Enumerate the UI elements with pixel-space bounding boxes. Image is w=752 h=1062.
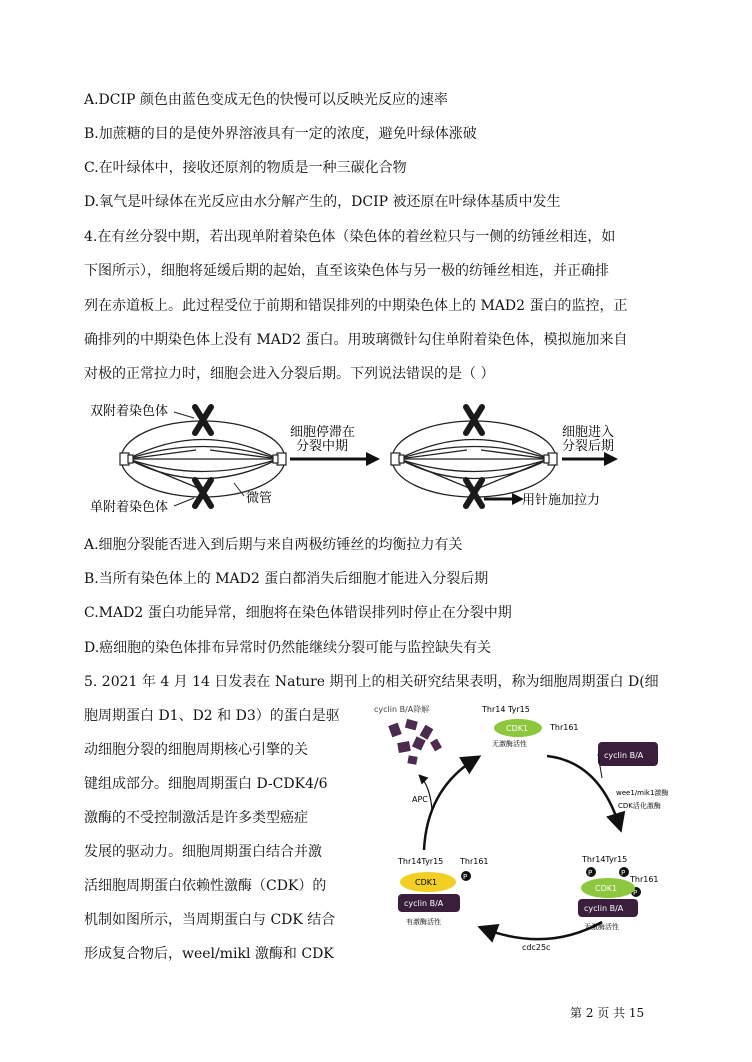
phosphate-label: P <box>633 889 638 897</box>
q4-option-d: D.癌细胞的染色体排布异常时仍然能继续分裂可能与监控缺失有关 <box>84 640 492 656</box>
q5-text-line: 活细胞周期蛋白依赖性激酶（CDK）的 <box>84 878 327 894</box>
q5-first-line: 5. 2021 年 4 月 14 日发表在 Nature 期刊上的相关研究结果表明，称为细胞周期蛋白 D(细 <box>84 674 659 690</box>
q4-stem-line: 确排列的中期染色体上没有 MAD2 蛋白。用玻璃微针勾住单附着染色体，模拟施加来自 <box>84 332 628 348</box>
arrow2-label-bottom: 分裂后期 <box>562 439 615 454</box>
q5-text-line: 胞周期蛋白 D1、D2 和 D3）的蛋白是驱 <box>84 708 340 724</box>
phosphate-label: P <box>588 869 593 877</box>
cyclin-free-label: cyclin B/A <box>604 751 644 760</box>
arrow1-label-top: 细胞停滞在 <box>290 425 356 440</box>
arrow1-head <box>366 452 380 466</box>
page-number: 第 2 页 共 15 <box>570 1006 645 1020</box>
pointer-line <box>174 498 194 506</box>
label-needle-force: 用针施加拉力 <box>522 493 601 508</box>
q4-option-b: B.当所有染色体上的 MAD2 蛋白都消失后细胞才能进入分裂后期 <box>84 571 489 587</box>
cyclin-br-label: cyclin B/A <box>584 904 624 913</box>
bl-thr161-label: Thr161 <box>460 857 489 866</box>
label-single-chromosome: 单附着染色体 <box>90 500 169 515</box>
cyclin-fragments <box>388 719 442 765</box>
arrow1-label-bottom: 分裂中期 <box>296 439 349 454</box>
top-site-label: Thr14 Tyr15 <box>482 705 530 714</box>
q4-option-a: A.细胞分裂能否进入到后期与来自两极纺锤丝的均衡拉力有关 <box>84 537 463 553</box>
q5-text-line: 机制如图所示，当周期蛋白与 CDK 结合 <box>84 912 336 928</box>
spindle-figure <box>84 398 624 522</box>
q4-stem-line: 列在赤道板上。此过程受位于前期和错误排列的中期染色体上的 MAD2 蛋白的监控，正 <box>84 298 628 314</box>
chromosome-single <box>195 480 211 506</box>
top-thr161-label: Thr161 <box>550 723 579 732</box>
enzyme-wee1: wee1/mik1激酶 <box>616 789 669 797</box>
cyclin-bl-label: cyclin B/A <box>404 899 444 908</box>
q3-option-b: B.加蔗糖的目的是使外界溶液具有一定的浓度，避免叶绿体涨破 <box>84 126 477 142</box>
cdk1-br-label: CDK1 <box>595 884 618 893</box>
label-microtubule: 微管 <box>246 491 273 506</box>
q5-text-line: 发展的驱动力。细胞周期蛋白结合并激 <box>84 844 322 860</box>
br-site-label: Thr14Tyr15 <box>582 855 628 864</box>
q5-text-line: 动细胞分裂的细胞周期核心引擎的关 <box>84 742 308 758</box>
label-degradation: cyclin B/A降解 <box>374 705 430 714</box>
q5-text-line: 键组成部分。细胞周期蛋白 D-CDK4/6 <box>84 776 328 792</box>
arrow2-head <box>604 452 618 466</box>
enzyme-cdc25c: cdc25c <box>522 943 551 952</box>
q3-option-d: D.氧气是叶绿体在光反应由水分解产生的，DCIP 被还原在叶绿体基质中发生 <box>84 194 561 210</box>
q4-stem-line: 下图所示），细胞将延缓后期的起始，直至该染色体与另一极的纺锤丝相连，并正确排 <box>84 263 609 279</box>
enzyme-apc: APC <box>412 795 428 804</box>
q5-text-line: 形成复合物后，weel/mikl 激酶和 CDK <box>84 946 334 962</box>
label-double-chromosome: 双附着染色体 <box>90 404 169 419</box>
top-status: 无激酶活性 <box>492 740 527 748</box>
q4-option-c: C.MAD2 蛋白功能异常，细胞将在染色体错误排列时停止在分裂中期 <box>84 605 512 621</box>
q3-option-a: A.DCIP 颜色由蓝色变成无色的快慢可以反映光反应的速率 <box>84 92 448 108</box>
phosphate-label: P <box>621 869 626 877</box>
chromosome-pulled <box>466 480 482 506</box>
br-status: 无激酶活性 <box>584 923 619 931</box>
degradation-arrow <box>420 776 432 810</box>
cdk-cycle-figure <box>372 698 672 966</box>
arrow2-label-top: 细胞进入 <box>562 425 615 440</box>
bl-status: 有激酶活性 <box>406 918 441 926</box>
br-thr161-label: Thr161 <box>630 875 659 884</box>
bl-site-label: Thr14Tyr15 <box>398 857 444 866</box>
phosphate-label: P <box>463 873 468 881</box>
cell-metaphase <box>121 421 285 497</box>
chromosome-double <box>195 407 211 433</box>
chromosome-double <box>466 407 482 433</box>
enzyme-cak: CDK活化激酶 <box>618 802 661 810</box>
q5-text-line: 激酶的不受控制激活是许多类型癌症 <box>84 810 308 826</box>
cdk1-bl-label: CDK1 <box>415 878 438 887</box>
q4-stem-line: 对极的正常拉力时，细胞会进入分裂后期。下列说法错误的是（ ） <box>84 366 495 382</box>
cell-tension <box>392 421 556 497</box>
q4-stem-line: 4.在有丝分裂中期，若出现单附着染色体（染色体的着丝粒只与一侧的纺锤丝相连，如 <box>84 229 616 245</box>
pointer-line <box>174 412 194 418</box>
cdk1-top-label: CDK1 <box>506 724 529 733</box>
q3-option-c: C.在叶绿体中，接收还原剂的物质是一种三碳化合物 <box>84 160 407 176</box>
cycle-arc-top-right <box>547 756 620 828</box>
